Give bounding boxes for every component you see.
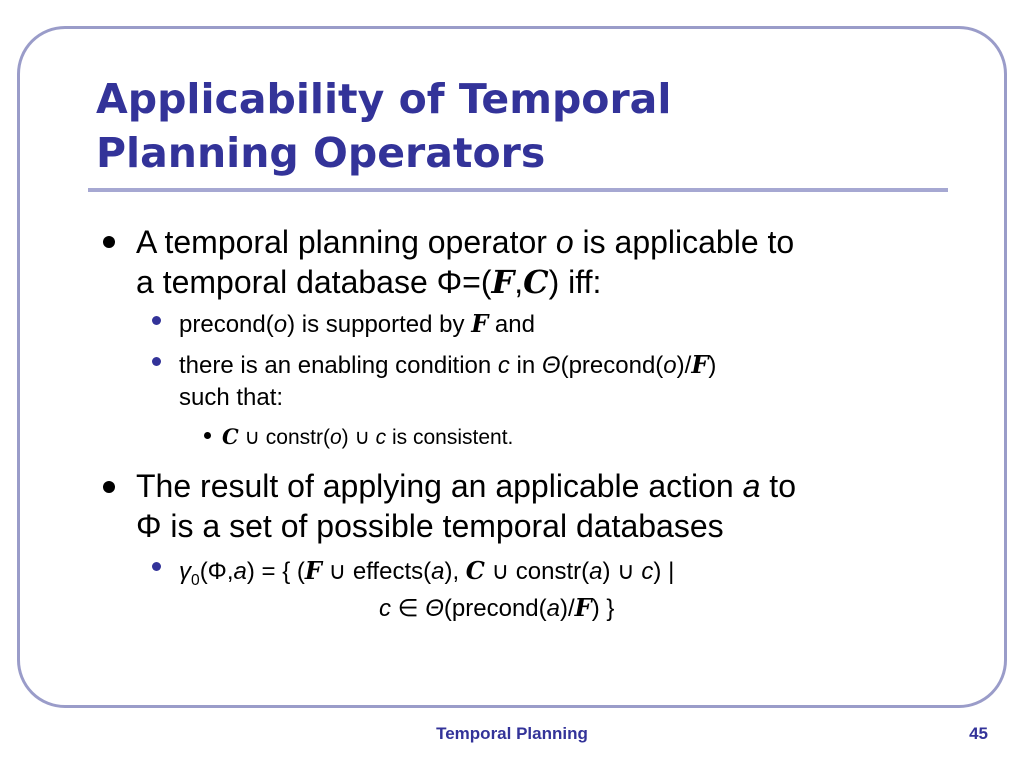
gamma-symbol: γ xyxy=(179,558,191,585)
formula-text: ∪ effects( xyxy=(321,558,432,585)
sub-bullet-text: and xyxy=(488,311,535,338)
formula-text: (Φ, xyxy=(199,558,234,585)
formula-text: )/ xyxy=(560,595,575,622)
theta-symbol: Θ xyxy=(541,352,561,379)
action-symbol: a xyxy=(742,468,761,504)
sub-bullet-dot xyxy=(152,562,161,571)
script-F-symbol: F xyxy=(574,593,592,622)
operator-symbol: o xyxy=(273,311,288,338)
action-symbol: a xyxy=(589,558,603,585)
gamma-subscript: 0 xyxy=(191,571,200,589)
bullet-dot xyxy=(103,481,115,493)
sub-bullet-1-1 xyxy=(179,308,939,341)
script-F-symbol: F xyxy=(304,556,322,585)
script-F-symbol: F xyxy=(491,263,515,301)
sub-bullet-text: ) is supported by xyxy=(287,311,472,338)
bullet-1 xyxy=(136,222,956,302)
formula-text: ) | xyxy=(653,558,675,585)
script-C-symbol: C xyxy=(465,556,485,585)
title-line-2: Planning Operators xyxy=(96,129,546,177)
bullet-1-text: A temporal planning operator xyxy=(136,224,556,260)
condition-symbol: c xyxy=(497,352,510,379)
theta-symbol: Θ xyxy=(425,595,444,622)
operator-symbol: o xyxy=(663,352,677,379)
condition-symbol: c xyxy=(641,558,654,585)
footer-title: Temporal Planning xyxy=(436,724,588,743)
formula-text: ) } xyxy=(591,595,615,622)
sub-bullet-text: precond( xyxy=(179,311,274,338)
sub-bullet-text: there is an enabling condition xyxy=(179,352,498,379)
bullet-1-text: is applicable to xyxy=(573,224,795,260)
sub-sub-bullet-1-2-1 xyxy=(222,423,922,452)
sub-bullet-dot xyxy=(152,316,161,325)
bullet-dot xyxy=(103,236,115,248)
sub-bullet-text: )/ xyxy=(676,352,692,379)
title-line-1: Applicability of Temporal xyxy=(96,75,672,123)
sub-sub-bullet-text: ∪ constr( xyxy=(238,426,330,449)
action-symbol: a xyxy=(546,595,560,622)
bullet-2-text: Φ is a set of possible temporal databases xyxy=(136,508,724,544)
sub-sub-bullet-text: is consistent. xyxy=(386,426,514,449)
condition-symbol: c xyxy=(379,595,391,622)
formula-text: ∪ constr( xyxy=(484,558,590,585)
formula-text: ) = { ( xyxy=(246,558,305,585)
bullet-2-text: to xyxy=(760,468,796,504)
script-C-symbol: C xyxy=(222,424,239,449)
formula-line-2 xyxy=(379,592,879,625)
sub-sub-bullet-text: ) ∪ xyxy=(341,426,376,449)
condition-symbol: c xyxy=(375,426,387,449)
formula-text: ) ∪ xyxy=(602,558,642,585)
bullet-1-text: a temporal database Φ=( xyxy=(136,264,492,300)
sub-bullet-dot xyxy=(152,357,161,366)
action-symbol: a xyxy=(233,558,247,585)
formula-text: ∈ xyxy=(391,595,426,622)
formula-text: ), xyxy=(444,558,466,585)
bullet-1-text: , xyxy=(514,264,524,300)
script-F-symbol: F xyxy=(471,309,489,338)
script-C-symbol: C xyxy=(523,263,549,301)
sub-sub-bullet-dot xyxy=(204,432,211,439)
bullet-1-text: ) iff: xyxy=(548,264,602,300)
sub-bullet-text: such that: xyxy=(179,384,284,411)
operator-symbol: o xyxy=(555,224,574,260)
sub-bullet-2-1 xyxy=(179,555,959,597)
action-symbol: a xyxy=(431,558,445,585)
sub-bullet-text: in xyxy=(509,352,542,379)
page-number: 45 xyxy=(969,724,988,743)
bullet-2 xyxy=(136,466,956,546)
sub-bullet-text: (precond( xyxy=(560,352,664,379)
formula-text: (precond( xyxy=(443,595,547,622)
script-F-symbol: F xyxy=(691,350,709,379)
operator-symbol: o xyxy=(329,426,342,449)
sub-bullet-text: ) xyxy=(708,352,717,379)
bullet-2-text: The result of applying an applicable action xyxy=(136,468,743,504)
sub-bullet-1-2 xyxy=(179,349,939,414)
